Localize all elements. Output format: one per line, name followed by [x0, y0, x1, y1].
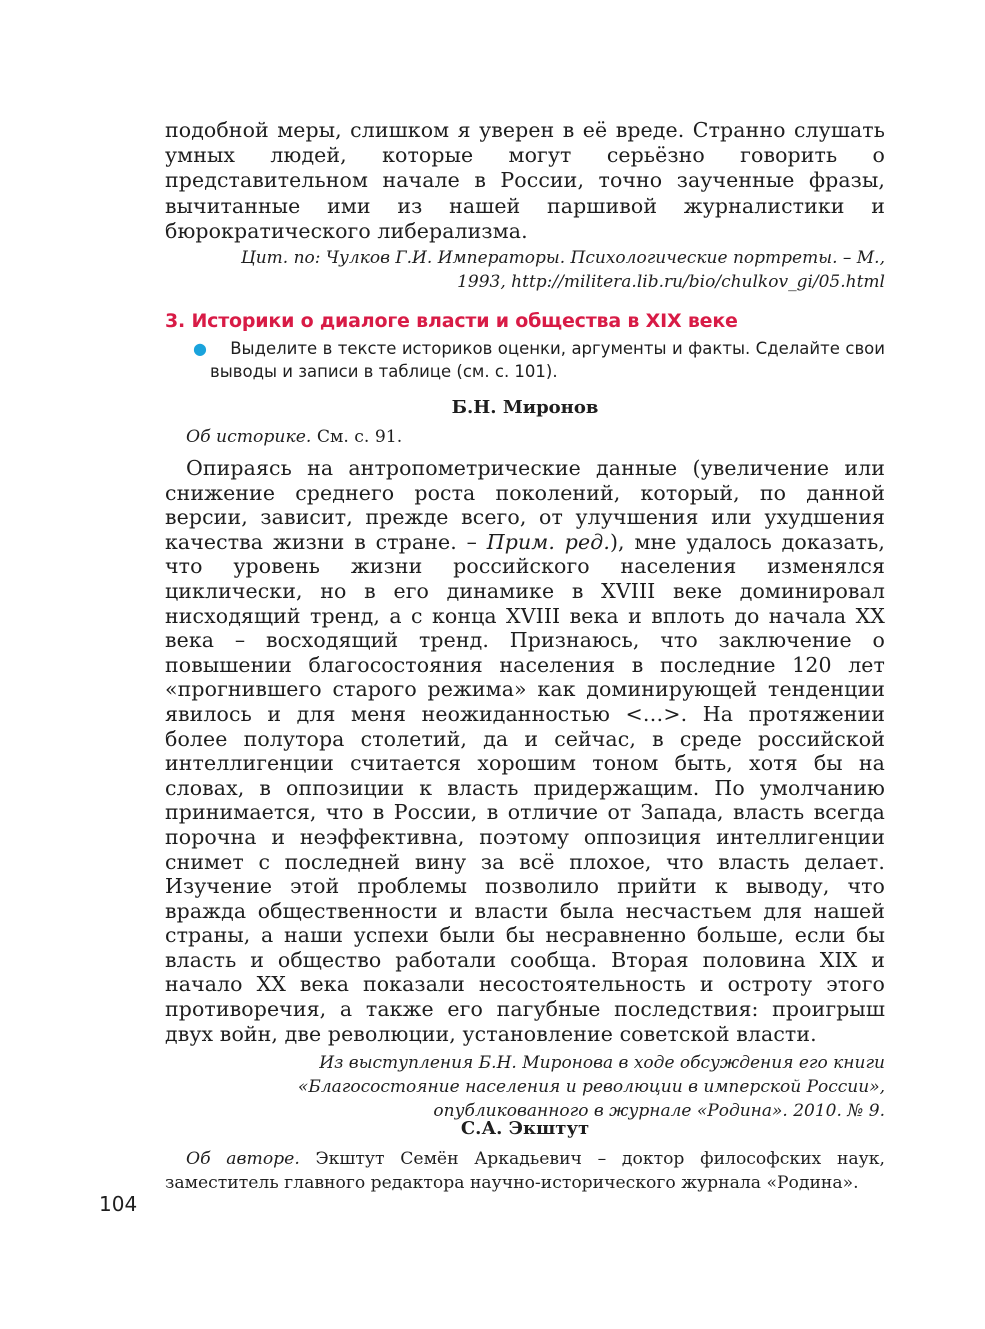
author-name-mironov: Б.Н. Миронов: [451, 397, 599, 418]
ekshtut-block: [165, 1118, 885, 1195]
about-text: См. с. 91.: [311, 427, 403, 447]
mironov-source-line1: Из выступления Б.Н. Миронова в ходе обсуждения его книги: [319, 1053, 885, 1074]
task-text: Выделите в тексте историков оценки, аргументы и факты. Сделайте свои выводы и записи в таблице (см. с. 101).: [210, 339, 885, 381]
author-name-ekshtut: С.А. Экштут: [460, 1118, 590, 1139]
quote-part1: Опираясь на антропометрические данные (увеличение или снижение среднего роста поколений, который, по данной версии, зависит, прежде всего, от улучшения или ухудшения качества жизни в стране. –: [165, 456, 885, 554]
intro-citation-line2: 1993, http://militera.lib.ru/bio/chulkov_gi/05.html: [457, 272, 885, 293]
about-label: Об авторе.: [186, 1149, 300, 1169]
about-label: Об историке.: [186, 427, 312, 447]
intro-paragraph: подобной меры, слишком я уверен в её вреде. Странно слушать умных людей, которые могут серьёзно говорить о представительном начале в России, точно заученные фразы, вычитанные ими из нашей паршивой журналистики и бюрократического либерализма.: [165, 118, 885, 243]
mironov-quote: [165, 456, 885, 1046]
page-number: 104: [99, 1192, 138, 1216]
intro-citation-line1: Цит. по: Чулков Г.И. Императоры. Психологические портреты. – М.,: [240, 248, 885, 269]
mironov-source-line2: «Благосостояние населения и революции в имперской России»,: [297, 1077, 885, 1098]
about-mironov: [165, 425, 885, 449]
section-heading: 3. Историки о диалоге власти и общества в XIX веке: [165, 310, 738, 332]
intro-block: [165, 118, 885, 294]
editor-note: Прим. ред.: [486, 529, 610, 554]
mironov-source-line3: опубликованного в журнале «Родина». 2010. № 9.: [433, 1101, 885, 1122]
quote-part2: ), мне удалось доказать, что уровень жизни российского населения изменялся циклически, но в его динамике в XVIII веке доминировал нисходящий тренд, а с конца XVIII века и вплоть до начала XX века – восходящий тренд. Признаюсь, что заключение о повышении благосостояния населения в последние 120 лет «прогнившего старого режима» как доминирующей тенденции явилось и для меня неожиданностью <…>. На протяжении более полутора столетий, да и сейчас, в среде российской интеллигенции считается хорошим тоном быть, хотя бы на словах, в оппозиции к власть придержащим. По умолчанию принимается, что в России, в отличие от Запада, власть всегда порочна и неэффективна, поэтому оппозиция интеллигенции снимет с последней вину за всё плохое, что власть делает. Изучение этой проблемы позволило прийти к выводу, что вражда общественности и власти была несчастьем для нашей страны, а наши успехи были бы несравненно больше, если бы власть и общество работали сообща. Вторая половина XIX и начало XX века показали несостоятельность и остроту этого противоречия, а также его пагубные последствия: проигрыш двух войн, две революции, установление советской власти.: [165, 529, 885, 1046]
about-text: Экштут Семён Аркадьевич – доктор философских наук, заместитель главного редактора научно-исторического журнала «Родина».: [165, 1149, 885, 1193]
task-instruction: [165, 337, 885, 383]
bullet-icon: ●: [193, 339, 208, 358]
mironov-block: [165, 397, 885, 1123]
section-block: [165, 310, 885, 383]
about-ekshtut: [165, 1147, 885, 1195]
